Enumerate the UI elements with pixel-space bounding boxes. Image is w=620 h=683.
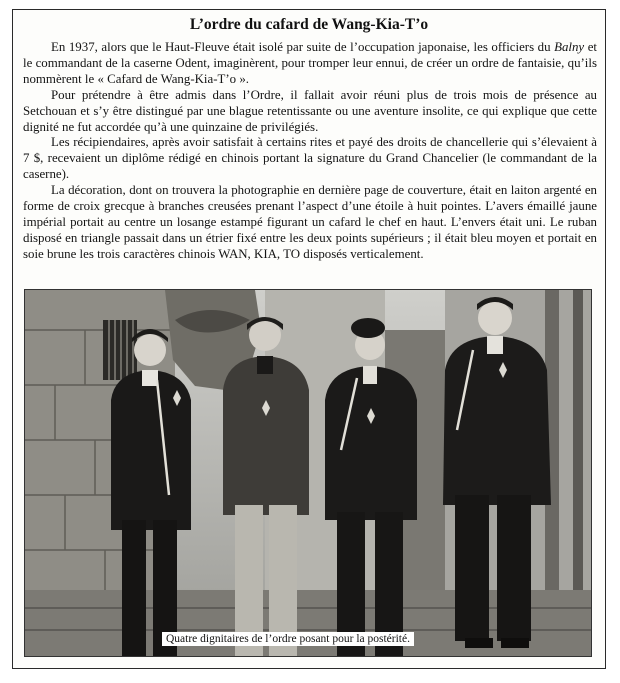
group-photograph xyxy=(24,289,592,657)
paragraph-2: Pour prétendre à être admis dans l’Ordre, il fallait avoir réuni plus de trois mois de présence au Setchouan et s’y être distingué par une blague retentissante ou une aventure insolite, ce qui explique que cette dignité ne fut accordée qu’à une quinzaine de privilégiés. xyxy=(23,87,597,134)
article-body xyxy=(23,40,597,263)
article-frame xyxy=(12,9,606,669)
ship-name: Balny xyxy=(554,40,585,54)
paragraph-3: Les récipiendaires, après avoir satisfait à certains rites et payé des droits de chancellerie qui s’élevaient à 7 $, recevaient un diplôme rédigé en chinois portant la signature du Grand Chancelier (le commandant de la caserne). xyxy=(23,135,597,182)
paragraph-4: La décoration, dont on trouvera la photographie en dernière page de couverture, était en laiton argenté en forme de croix grecque à branches creusées prenant l’aspect d’une étoile à huit pointes. L’avers émaillé jaune impérial portait au centre un losange estampé figurant un cafard le chef en haut. L’envers était uni. Le ruban disposé en triangle passait dans un étrier fixé entre les deux points supérieurs ; il était bleu moyen et portait en soie brune les trois caractères chinois WAN, KIA, TO disposés verticalement. xyxy=(23,183,597,261)
article-title: L’ordre du cafard de Wang-Kia-T’o xyxy=(189,16,429,33)
paragraph-1-end: et le commandant de la caserne Odent, imaginèrent, pour tromper leur ennui, de créer un ordre de fantaisie, qu’ils nommèrent le « Cafard de Wang-Kia-T’o ». xyxy=(23,40,597,86)
photo-illustration xyxy=(25,290,591,656)
paragraph-1 xyxy=(23,40,597,88)
photo-caption: Quatre dignitaires de l’ordre posant pour la postérité. xyxy=(162,632,414,646)
paragraph-1-start: En 1937, alors que le Haut-Fleuve était isolé par suite de l’occupation japonaise, les officiers du xyxy=(51,40,555,54)
